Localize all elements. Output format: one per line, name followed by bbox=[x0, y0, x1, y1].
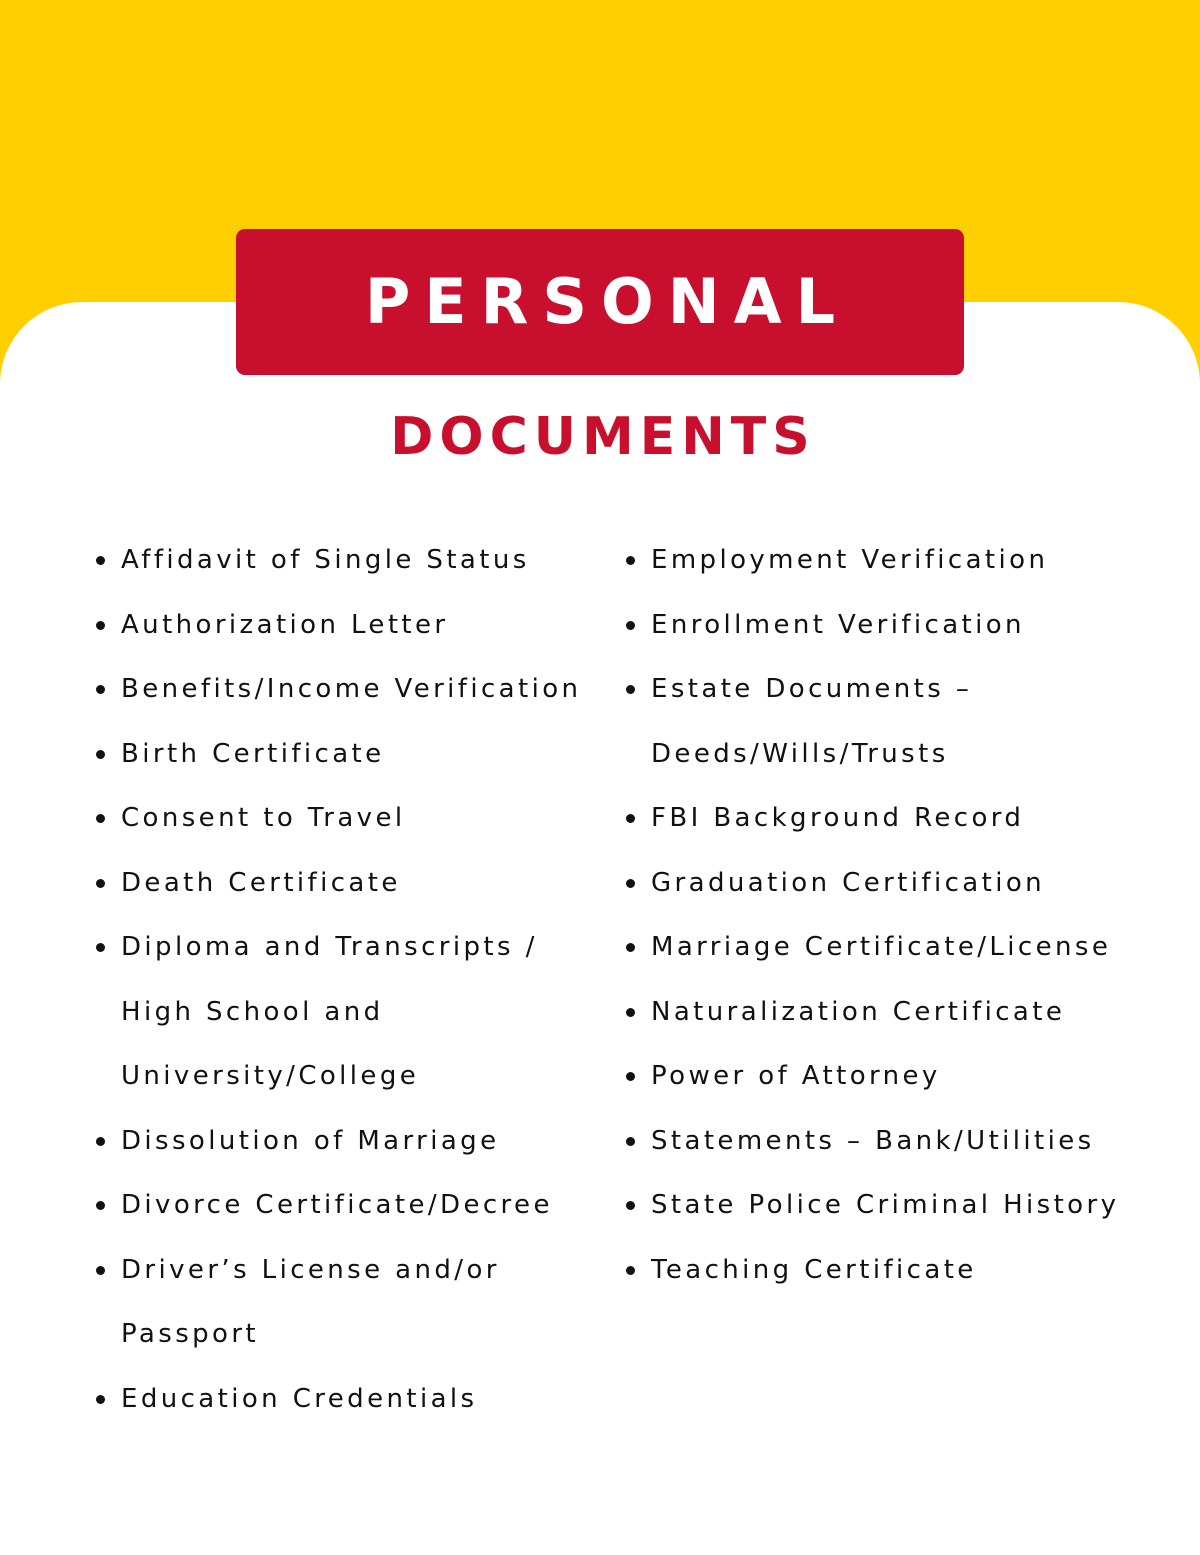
list-item bbox=[622, 980, 1162, 1045]
list-item-label: Affidavit of Single Status bbox=[121, 545, 530, 575]
bullet-icon bbox=[96, 814, 105, 823]
list-item bbox=[92, 1173, 602, 1238]
bullet-icon bbox=[96, 556, 105, 565]
list-item bbox=[92, 851, 602, 916]
bullet-icon bbox=[626, 1008, 635, 1017]
list-item-label: Employment Verification bbox=[651, 545, 1049, 575]
list-item bbox=[622, 1173, 1162, 1238]
bullet-icon bbox=[626, 1137, 635, 1146]
bullet-icon bbox=[96, 1266, 105, 1275]
list-item-label: Enrollment Verification bbox=[651, 609, 1025, 640]
bullet-icon bbox=[96, 1137, 105, 1146]
bullet-icon bbox=[96, 1395, 105, 1404]
list-item-label: Benefits/Income Verification bbox=[121, 674, 582, 704]
list-item-label: Graduation Certification bbox=[651, 867, 1046, 898]
bullet-icon bbox=[96, 750, 105, 759]
bullet-icon bbox=[96, 685, 105, 694]
bullet-icon bbox=[626, 879, 635, 888]
list-item bbox=[622, 657, 1162, 786]
list-item bbox=[92, 786, 602, 851]
list-item-label: Death Certificate bbox=[121, 867, 401, 898]
list-item-label: Naturalization Certificate bbox=[651, 996, 1066, 1027]
list-item-label: State Police Criminal History bbox=[651, 1190, 1120, 1220]
list-item-label: Authorization Letter bbox=[121, 609, 449, 640]
bullet-icon bbox=[626, 1072, 635, 1081]
list-item bbox=[92, 1367, 602, 1432]
bullet-icon bbox=[626, 556, 635, 565]
title-banner bbox=[236, 229, 964, 375]
document-list-left bbox=[92, 528, 602, 1431]
bullet-icon bbox=[626, 943, 635, 952]
page-subtitle: DOCUMENTS bbox=[390, 407, 816, 467]
list-item bbox=[622, 786, 1162, 851]
list-item bbox=[622, 1044, 1162, 1109]
list-item bbox=[622, 528, 1162, 593]
list-item bbox=[92, 722, 602, 787]
bullet-icon bbox=[96, 943, 105, 952]
bullet-icon bbox=[96, 621, 105, 630]
list-item-label: Diploma and Transcripts / High School and University/College bbox=[121, 932, 538, 1091]
list-item bbox=[92, 1109, 602, 1174]
list-item bbox=[622, 1238, 1162, 1303]
list-item-label: Divorce Certificate/Decree bbox=[121, 1190, 553, 1220]
list-item bbox=[622, 593, 1162, 658]
list-item-label: Teaching Certificate bbox=[651, 1254, 977, 1285]
list-item-label: Power of Attorney bbox=[651, 1061, 941, 1091]
list-item-label: Birth Certificate bbox=[121, 738, 385, 769]
document-list-right bbox=[622, 528, 1162, 1302]
bullet-icon bbox=[626, 814, 635, 823]
list-item-label: FBI Background Record bbox=[651, 803, 1025, 833]
list-item bbox=[92, 593, 602, 658]
list-item bbox=[92, 1238, 602, 1367]
bullet-icon bbox=[626, 685, 635, 694]
list-item-label: Statements – Bank/Utilities bbox=[651, 1125, 1095, 1156]
list-item-label: Marriage Certificate/License bbox=[651, 932, 1112, 962]
bullet-icon bbox=[626, 1266, 635, 1275]
page-title: PERSONAL bbox=[364, 265, 850, 338]
bullet-icon bbox=[96, 1201, 105, 1210]
bullet-icon bbox=[626, 621, 635, 630]
bullet-icon bbox=[96, 879, 105, 888]
list-item-label: Driver’s License and/or Passport bbox=[121, 1254, 500, 1349]
list-item-label: Dissolution of Marriage bbox=[121, 1125, 500, 1156]
list-item-label: Estate Documents – Deeds/Wills/Trusts bbox=[651, 674, 973, 769]
list-item bbox=[92, 915, 602, 1109]
list-item-label: Education Credentials bbox=[121, 1383, 478, 1414]
list-item bbox=[622, 915, 1162, 980]
list-item bbox=[622, 1109, 1162, 1174]
bullet-icon bbox=[626, 1201, 635, 1210]
list-item bbox=[622, 851, 1162, 916]
list-item-label: Consent to Travel bbox=[121, 803, 406, 833]
list-item bbox=[92, 657, 602, 722]
list-item bbox=[92, 528, 602, 593]
